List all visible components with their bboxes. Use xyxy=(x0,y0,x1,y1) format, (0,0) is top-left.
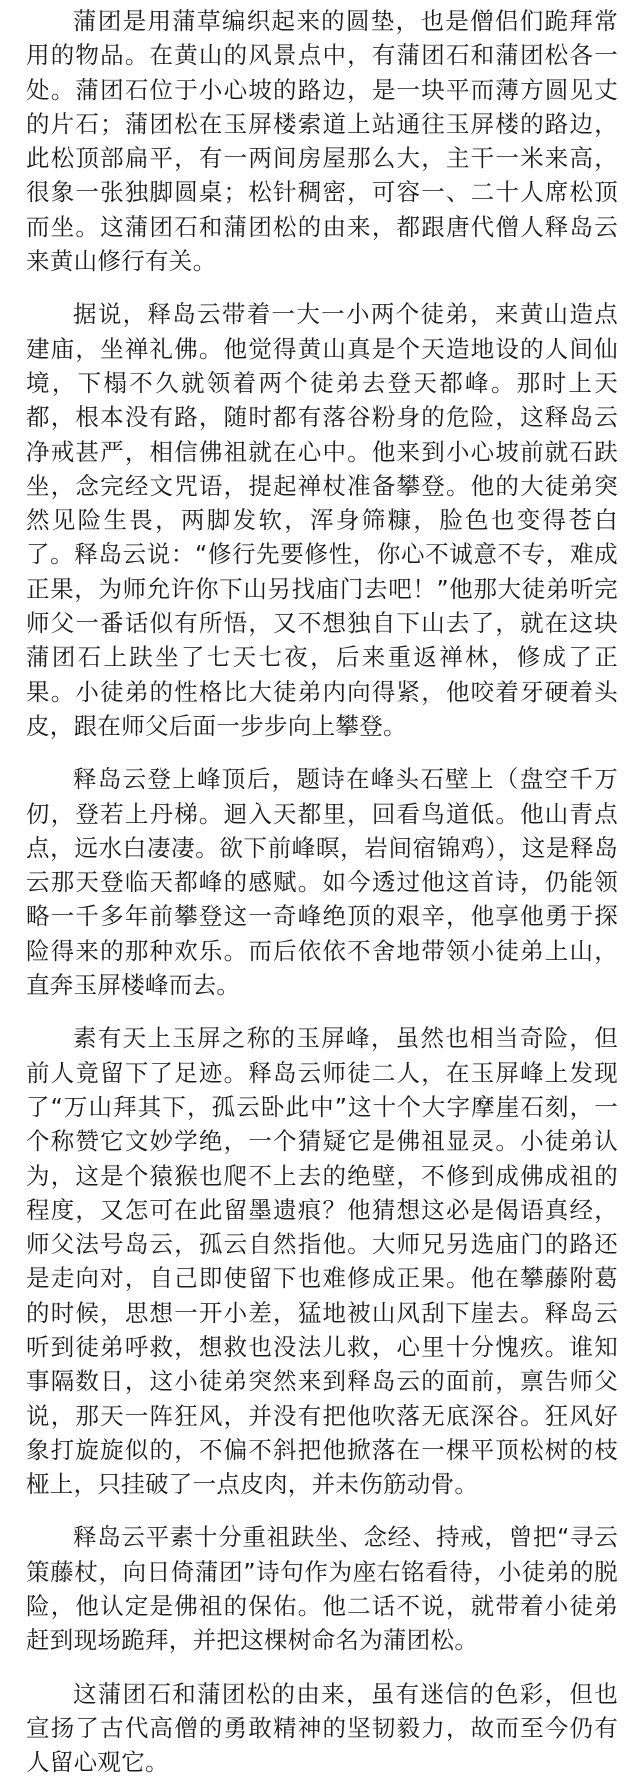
paragraph-1: 蒲团是用蒲草编织起来的圆垫，也是僧侣们跪拜常用的物品。在黄山的风景点中，有蒲团石和蒲团松各一处。蒲团石位于小心坡的路边，是一块平而薄方圆见丈的片石；蒲团松在玉屏楼索道上站通往玉屏楼的路边，此松顶部扁平，有一两间房屋那么大，主干一米来高，很象一张独脚圆桌；松针稠密，可容一、二十人席松顶而坐。这蒲团石和蒲团松的由来，都跟唐代僧人释岛云来黄山修行有关。 xyxy=(26,7,618,276)
paragraph-2: 据说，释岛云带着一大一小两个徒弟，来黄山造点建庙，坐禅礼佛。他觉得黄山真是个天造地设的人间仙境，下榻不久就领着两个徒弟去登天都峰。那时上天都，根本没有路，随时都有落谷粉身的危险，这释岛云净戒甚严，相信佛祖就在心中。他来到小心坡前就石趺坐，念完经文咒语，提起禅杖准备攀登。他的大徒弟突然见险生畏，两脚发软，浑身筛糠，脸色也变得苍白了。释岛云说：“修行先要修性，你心不诚意不专，难成正果，为师允许你下山另找庙门去吧！”他那大徒弟听完师父一番话似有所悟，又不想独自下山去了，就在这块蒲团石上趺坐了七天七夜，后来重返禅林，修成了正果。小徒弟的性格比大徒弟内向得紧，他咬着牙硬着头皮，跟在师父后面一步步向上攀登。 xyxy=(26,300,618,740)
paragraph-5: 释岛云平素十分重祖趺坐、念经、持戒，曾把“寻云策藤杖，向日倚蒲团”诗句作为座右铭看待，小徒弟的脱险，他认定是佛祖的保佑。他二话不说，就带着小徒弟赶到现场跪拜，并把这棵树命名为蒲团松。 xyxy=(26,1523,618,1655)
paragraph-3: 释岛云登上峰顶后，题诗在峰头石壁上（盘空千万仞，登若上丹梯。迴入天都里，回看鸟道低。他山青点点，远水白凄凄。欲下前峰暝，岩间宿锦鸡），这是释岛云那天登临天都峰的感赋。如今透过他这首诗，仍能领略一千多年前攀登这一奇峰绝顶的艰辛，他享他勇于探险得来的那种欢乐。而后依依不舍地带领小徒弟上山，直奔玉屏楼峰而去。 xyxy=(26,765,618,1000)
paragraph-6: 这蒲团石和蒲团松的由来，虽有迷信的色彩，但也宣扬了古代高僧的勇敢精神的坚韧毅力，故而至今仍有人留心观它。 xyxy=(26,1679,618,1777)
paragraph-4: 素有天上玉屏之称的玉屏峰，虽然也相当奇险，但前人竟留下了足迹。释岛云师徒二人，在玉屏峰上发现了“万山拜其下，孤云卧此中”这十个大字摩崖石刻，一个称赞它文妙学绝，一个猜疑它是佛祖显灵。小徒弟认为，这是个猿猴也爬不上去的绝壁，不修到成佛成祖的程度，又怎可在此留墨遗痕？他猜想这必是偈语真经，师父法号岛云，孤云自然指他。大师兄另选庙门的路还是走向对，自己即使留下也难修成正果。他在攀藤附葛的时候，思想一开小差，猛地被山风刮下崖去。释岛云听到徒弟呼救，想救也没法儿救，心里十分愧疚。谁知事隔数日，这小徒弟突然来到释岛云的面前，禀告师父说，那天一阵狂风，并没有把他吹落无底深谷。狂风好象打旋旋似的，不偏不斜把他掀落在一棵平顶松树的枝桠上，只挂破了一点皮肉，并未伤筋动骨。 xyxy=(26,1024,618,1499)
